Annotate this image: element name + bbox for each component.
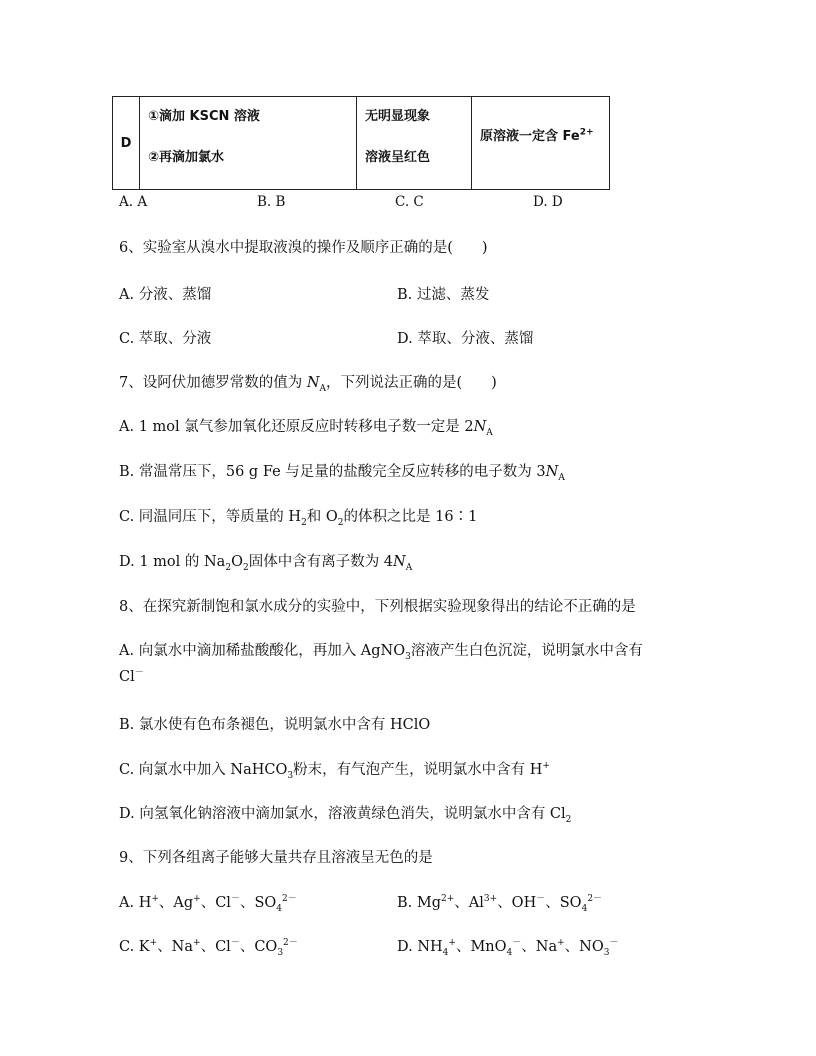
q7-d-mid: O xyxy=(231,554,243,570)
table-conclusion-text: 原溶液一定含 Fe xyxy=(480,129,580,144)
q7-option-c xyxy=(119,505,477,526)
q8-option-a-line1 xyxy=(119,639,643,660)
q7-d-sub2: 2 xyxy=(242,562,249,573)
q7-d-post: 固体中含有离子数为 4 xyxy=(248,554,394,570)
q7-option-a xyxy=(119,415,493,436)
q9-b-t8: 2－ xyxy=(587,894,603,905)
q9-c-t5: － xyxy=(230,938,240,949)
q9-d-t6: 、Na xyxy=(521,939,558,955)
q9-d-t2: + xyxy=(448,938,456,949)
q9-b-t6: 、SO xyxy=(545,895,582,911)
q8-option-d xyxy=(119,802,571,823)
q9-c-t1: + xyxy=(149,938,158,949)
q9-d-t7: + xyxy=(557,938,565,949)
table-step-1: ①滴加 KSCN 溶液 xyxy=(148,109,260,124)
q8-c-post: 粉末，有气泡产生，说明氯水中含有 H xyxy=(293,762,543,778)
q8-a-cl: Cl xyxy=(119,669,135,685)
q7-d-na-sub: A xyxy=(405,562,413,573)
q9-a-t1: + xyxy=(151,894,159,905)
q9-b-t4: 、OH xyxy=(497,895,537,911)
q7-b-na: N xyxy=(545,464,559,480)
q9-c-t6: 、CO xyxy=(239,939,278,955)
q9-option-b xyxy=(397,891,602,912)
q9-b-t7: 4 xyxy=(581,903,588,914)
q9-option-c xyxy=(119,935,298,956)
q8-option-a-line2 xyxy=(119,669,144,685)
q8-a-cl-charge: － xyxy=(134,668,144,679)
q6-option-c: C. 萃取、分液 xyxy=(119,331,212,347)
q9-c-t4: 、Cl xyxy=(200,939,231,955)
q9-d-t1: 4 xyxy=(442,947,449,958)
q6-option-b: B. 过滤、蒸发 xyxy=(397,287,490,303)
q9-b-t5: － xyxy=(536,894,546,905)
q9-d-t10: － xyxy=(609,938,619,949)
q8-c-sub: 3 xyxy=(287,770,294,781)
q7-d-sub1: 2 xyxy=(225,562,232,573)
q7-c-mid: 和 O xyxy=(306,509,338,525)
q9-c-t3: + xyxy=(193,938,201,949)
answer-choice-b: B. B xyxy=(257,194,286,210)
q7-d-na: N xyxy=(393,554,406,570)
q9-d-t5: － xyxy=(512,938,522,949)
q9-d-t8: 、NO xyxy=(564,939,604,955)
q7-d-pre: D. 1 mol 的 Na xyxy=(119,554,226,570)
q8-option-b: B. 氯水使有色布条褪色，说明氯水中含有 HClO xyxy=(119,717,431,733)
q8-a-sub: 3 xyxy=(405,651,411,662)
q7-a-na: N xyxy=(473,419,487,435)
q8-d-pre: D. 向氢氧化钠溶液中滴加氯水，溶液黄绿色消失，说明氯水中含有 Cl xyxy=(119,806,566,822)
q8-a-post: 溶液产生白色沉淀，说明氯水中含有 xyxy=(410,643,643,659)
q9-option-d xyxy=(397,935,619,956)
q7-a-text: A. 1 mol 氯气参加氧化还原反应时转移电子数一定是 2 xyxy=(119,419,474,435)
q9-b-t3: 3+ xyxy=(483,894,498,905)
q7-b-text: B. 常温常压下，56 g Fe 与足量的盐酸完全反应转移的电子数为 3 xyxy=(119,464,546,480)
answer-choice-c: C. C xyxy=(395,194,424,210)
q7-c-sub1: 2 xyxy=(301,517,307,528)
q9-b-t2: 、Al xyxy=(454,895,484,911)
table-phenomenon-cell xyxy=(357,97,472,190)
q9-d-t3: 、MnO xyxy=(455,939,507,955)
q9-b-t0: B. Mg xyxy=(397,895,442,911)
q9-option-a xyxy=(119,891,297,912)
answer-choice-d: D. D xyxy=(533,194,563,210)
table-steps-cell xyxy=(140,97,357,190)
q9-a-t8: 2－ xyxy=(282,894,297,905)
table-phenomenon-1: 无明显现象 xyxy=(365,109,431,124)
table-conclusion xyxy=(472,125,609,144)
q8-a-pre: A. 向氯水中滴加稀盐酸酸化，再加入 AgNO xyxy=(119,643,406,659)
q7-c-pre: C. 同温同压下，等质量的 H xyxy=(119,509,302,525)
q7-na-symbol: N xyxy=(306,375,320,391)
q9-c-t7: 3 xyxy=(277,947,284,958)
q9-c-t0: C. K xyxy=(119,939,150,955)
q7-a-na-sub: A xyxy=(486,427,493,438)
q5-answer-choices xyxy=(119,194,579,212)
q7-option-d xyxy=(119,550,412,571)
q9-a-t7: 4 xyxy=(276,903,283,914)
q9-d-t4: 4 xyxy=(506,947,513,958)
table-step-2: ②再滴加氯水 xyxy=(148,150,225,165)
q9-a-t4: 、Cl xyxy=(200,895,231,911)
q8-c-sup: + xyxy=(542,761,550,772)
answer-choice-a: A. A xyxy=(119,194,148,210)
q7-stem-post: ，下列说法正确的是( ) xyxy=(326,375,497,391)
q9-a-t5: － xyxy=(230,894,240,905)
q7-stem xyxy=(119,371,497,392)
q9-b-t1: 2+ xyxy=(441,894,455,905)
q7-na-subscript: A xyxy=(319,383,327,394)
q7-stem-pre: 7、设阿伏加德罗常数的值为 xyxy=(119,375,307,391)
table-conclusion-charge: 2+ xyxy=(579,127,594,138)
q6-option-d: D. 萃取、分液、蒸馏 xyxy=(397,331,534,347)
q9-stem: 9、下列各组离子能够大量共存且溶液呈无色的是 xyxy=(119,850,433,866)
q6-option-a: A. 分液、蒸馏 xyxy=(119,287,212,303)
q8-c-pre: C. 向氯水中加入 NaHCO xyxy=(119,762,288,778)
q9-a-t3: + xyxy=(193,894,201,905)
table-option-letter: D xyxy=(113,97,140,190)
q9-a-t0: A. H xyxy=(119,895,152,911)
q8-stem: 8、在探究新制饱和氯水成分的实验中，下列根据实验现象得出的结论不正确的是 xyxy=(119,599,636,615)
table-phenomenon-2: 溶液呈红色 xyxy=(365,150,431,165)
q8-d-sub: 2 xyxy=(565,814,572,825)
table-conclusion-cell xyxy=(472,97,610,190)
option-d-table xyxy=(112,96,610,190)
q9-a-t2: 、Ag xyxy=(158,895,194,911)
q7-option-b xyxy=(119,460,565,481)
q9-d-t9: 3 xyxy=(603,947,610,958)
q6-stem: 6、实验室从溴水中提取液溴的操作及顺序正确的是( ) xyxy=(119,240,488,256)
q7-c-post: 的体积之比是 16∶1 xyxy=(343,509,478,525)
q9-d-t0: D. NH xyxy=(397,939,443,955)
q9-c-t2: 、Na xyxy=(157,939,194,955)
q7-c-sub2: 2 xyxy=(337,517,344,528)
q9-c-t8: 2－ xyxy=(283,938,298,949)
q8-option-c xyxy=(119,758,550,779)
q9-a-t6: 、SO xyxy=(239,895,277,911)
q7-b-na-sub: A xyxy=(558,472,565,483)
